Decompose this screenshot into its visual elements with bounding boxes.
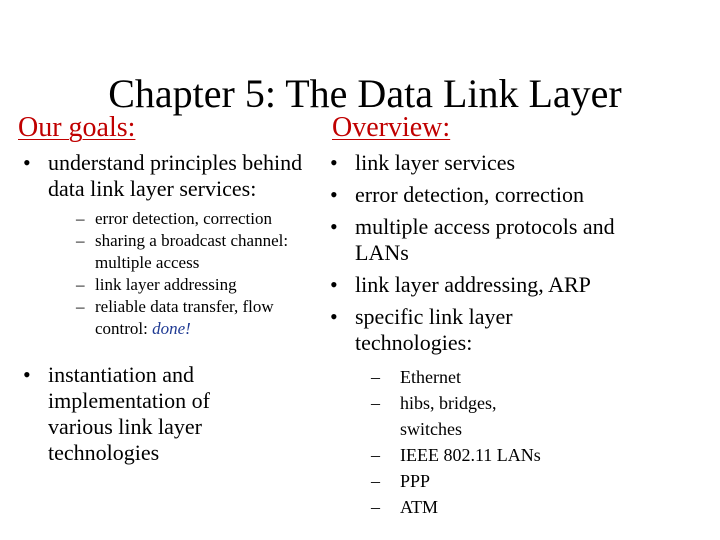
left-bullet-list [8,150,328,466]
sub-list-item: – hibs, bridges, switches [355,390,545,442]
sub-list-item [48,296,328,340]
sub-list-item: – Ethernet [355,364,545,390]
list-item: • link layer addressing, ARP [315,272,655,298]
list-item: • link layer services [315,150,655,176]
sub-list-item: – link layer addressing [48,274,328,296]
list-item [8,362,328,466]
sub-list-item: – error detection, correction [48,208,328,230]
slide-title: Chapter 5: The Data Link Layer [108,71,622,116]
right-heading: Overview: [332,112,451,143]
sub-list-item-text: reliable data transfer, flow control: [95,297,274,338]
right-bullet-list [315,150,655,520]
list-item [315,304,655,520]
list-item [8,150,328,340]
left-heading: Our goals: [18,112,136,143]
list-item: • error detection, correction [315,182,655,208]
list-item-text: instantiation and implementation of various link layer technologies [48,362,210,465]
left-sub-list [48,208,328,340]
right-sub-list [355,364,545,520]
sub-list-item: – PPP [355,468,545,494]
sub-list-item: – ATM [355,494,545,520]
done-emphasis: done! [152,319,191,338]
list-item-text: specific link layer technologies: [355,304,513,355]
sub-list-item: – IEEE 802.11 LANs [355,442,545,468]
sub-list-item: – sharing a broadcast channel: multiple access [48,230,328,274]
list-item-text: understand principles behind data link layer services: [48,150,303,201]
list-item: • multiple access protocols and LANs [315,214,655,266]
right-column [315,150,655,526]
left-column [8,150,328,466]
